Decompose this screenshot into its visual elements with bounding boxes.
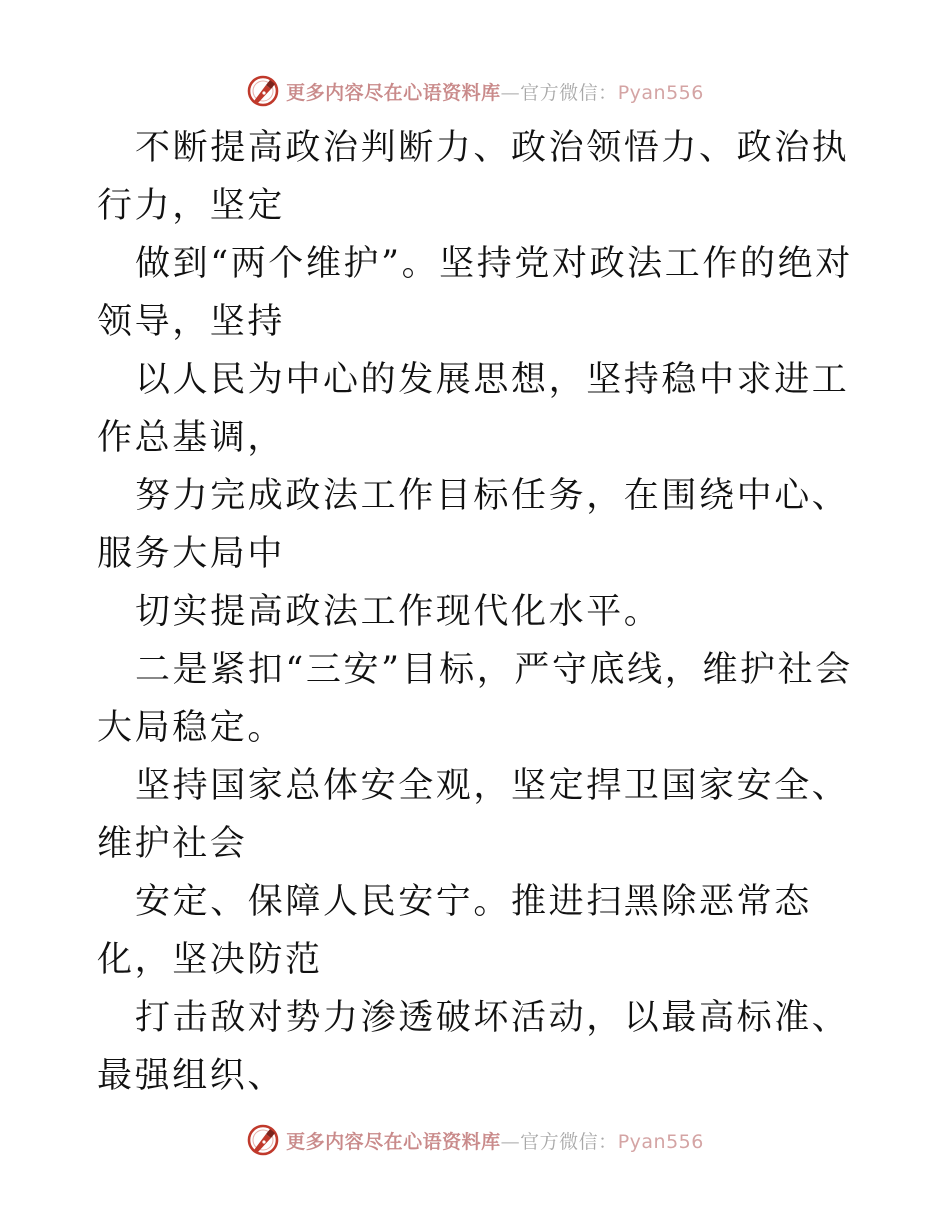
document-body <box>97 119 857 1105</box>
watermark-wechat-id: Pyan556 <box>617 81 704 104</box>
pen-nib-circle-logo-icon <box>246 1123 280 1157</box>
watermark-wechat-id: Pyan556 <box>617 1130 704 1153</box>
paragraph: 二是紧扣“三安”目标，严守底线，维护社会大局稳定。 <box>97 650 853 748</box>
watermark-text <box>286 78 704 105</box>
watermark-dash: — <box>500 81 521 104</box>
watermark-site-name: 更多内容尽在心语资料库 <box>286 81 501 104</box>
watermark-site-name: 更多内容尽在心语资料库 <box>286 1130 501 1153</box>
footer-watermark-banner <box>0 1120 950 1160</box>
paragraph: 打击敌对势力渗透破坏活动，以最高标准、最强组织、 <box>97 998 850 1096</box>
paragraph: 努力完成政法工作目标任务，在围绕中心、服务大局中 <box>97 476 850 574</box>
header-watermark-banner <box>0 71 950 111</box>
watermark-text <box>286 1127 704 1154</box>
paragraph: 切实提高政法工作现代化水平。 <box>135 592 662 632</box>
paragraph: 做到“两个维护”。坚持党对政法工作的绝对领导，坚持 <box>97 244 853 342</box>
paragraph: 坚持国家总体安全观，坚定捍卫国家安全、维护社会 <box>97 766 850 864</box>
paragraph: 不断提高政治判断力、政治领悟力、政治执行力，坚定 <box>97 128 850 226</box>
paragraph: 以人民为中心的发展思想，坚持稳中求进工作总基调， <box>97 360 850 458</box>
watermark-wechat-label: 官方微信： <box>520 1130 618 1153</box>
paragraph: 安定、保障人民安宁。推进扫黑除恶常态化，坚决防范 <box>97 882 812 980</box>
watermark-dash: — <box>500 1130 521 1153</box>
watermark-wechat-label: 官方微信： <box>520 81 618 104</box>
pen-nib-circle-logo-icon <box>246 74 280 108</box>
